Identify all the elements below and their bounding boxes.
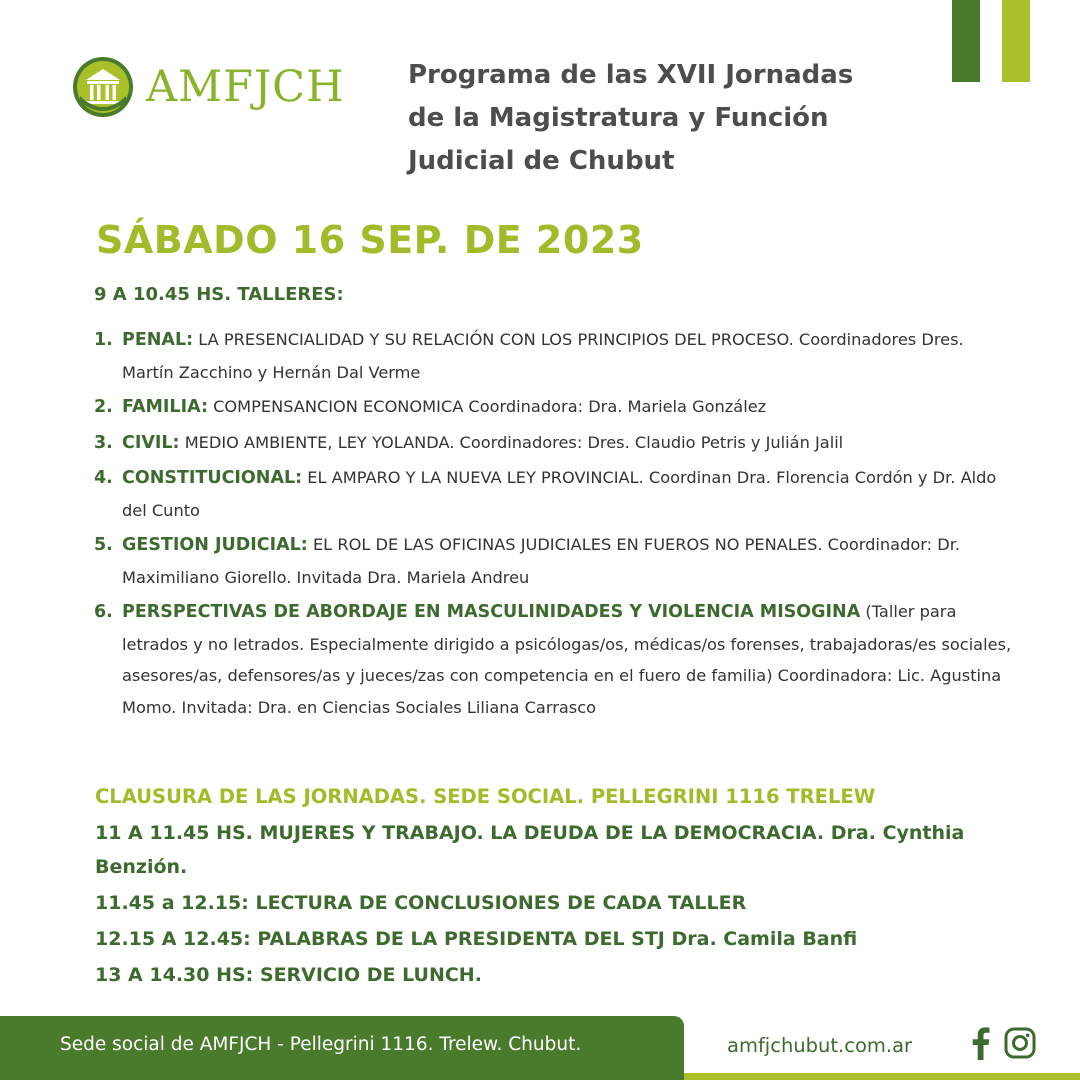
footer-accent-line bbox=[684, 1073, 1080, 1080]
heading-line: Judicial de Chubut bbox=[408, 146, 675, 176]
workshop-label: GESTION JUDICIAL: bbox=[122, 535, 308, 555]
website-link[interactable]: amfjchubut.com.ar bbox=[727, 1034, 913, 1057]
logo-text: AMFJCH bbox=[146, 62, 345, 112]
heading-line: Programa de las XVII Jornadas bbox=[408, 60, 854, 90]
closing-section bbox=[95, 782, 1035, 994]
workshop-label: PENAL: bbox=[122, 330, 194, 350]
workshop-description: COMPENSANCION ECONOMICA Coordinadora: Dra. Mariela González bbox=[207, 397, 767, 416]
instagram-icon[interactable] bbox=[1004, 1027, 1036, 1059]
workshop-description: EL ROL DE LAS OFICINAS JUDICIALES EN FUEROS NO PENALES. Coordinador: Dr. Maximiliano Giorello. Invitada Dra. Mariela Andreu bbox=[122, 535, 961, 587]
workshop-description: EL AMPARO Y LA NUEVA LEY PROVINCIAL. Coordinan Dra. Florencia Cordón y Dr. Aldo del Cunto bbox=[122, 468, 997, 520]
workshop-item bbox=[94, 529, 1014, 593]
corner-bar-light bbox=[1002, 0, 1030, 82]
workshop-item bbox=[94, 596, 1014, 723]
facebook-icon[interactable] bbox=[968, 1026, 992, 1060]
workshop-description: LA PRESENCIALIDAD Y SU RELACIÓN CON LOS PRINCIPIOS DEL PROCESO. Coordinadores Dres. Martín Zacchino y Hernán Dal Verme bbox=[122, 330, 964, 382]
workshop-number: 6. bbox=[94, 602, 113, 622]
footer-address: Sede social de AMFJCH - Pellegrini 1116. Trelew. Chubut. bbox=[60, 1034, 582, 1055]
workshop-number: 1. bbox=[94, 330, 113, 350]
workshop-label: FAMILIA: bbox=[122, 397, 208, 417]
workshops-list bbox=[94, 324, 1014, 726]
workshop-number: 5. bbox=[94, 535, 113, 555]
workshop-description: (Taller para letrados y no letrados. Especialmente dirigido a psicólogas/os, médicas/os forenses, trabajadoras/es sociales, asesores/as, defensores/as y jueces/zas con competencia en el fuero de familia) Coordinadora: Lic. Agustina Momo. Invitada: Dra. en Ciencias Sociales Liliana Carrasco bbox=[122, 602, 1012, 717]
program-heading bbox=[408, 54, 928, 183]
closing-item: 13 A 14.30 HS: SERVICIO DE LUNCH. bbox=[95, 964, 482, 986]
closing-title: CLAUSURA DE LAS JORNADAS. SEDE SOCIAL. PELLEGRINI 1116 TRELEW bbox=[95, 785, 876, 808]
workshop-label: PERSPECTIVAS DE ABORDAJE EN MASCULINIDADES Y VIOLENCIA MISOGINA bbox=[122, 602, 861, 622]
workshop-item bbox=[94, 427, 1014, 460]
closing-item: 11.45 a 12.15: LECTURA DE CONCLUSIONES DE CADA TALLER bbox=[95, 892, 747, 914]
workshop-item bbox=[94, 391, 1014, 424]
workshop-item bbox=[94, 462, 1014, 526]
heading-line: de la Magistratura y Función bbox=[408, 103, 829, 133]
workshop-number: 4. bbox=[94, 468, 113, 488]
workshop-label: CIVIL: bbox=[122, 432, 180, 453]
closing-item: 12.15 A 12.45: PALABRAS DE LA PRESIDENTA DEL STJ Dra. Camila Banfi bbox=[95, 928, 858, 950]
closing-item: 11 A 11.45 HS. MUJERES Y TRABAJO. LA DEUDA DE LA DEMOCRACIA. Dra. Cynthia Benzión. bbox=[95, 822, 965, 878]
amfjch-logo bbox=[72, 56, 345, 118]
corner-bar-dark bbox=[952, 0, 980, 82]
workshop-description: MEDIO AMBIENTE, LEY YOLANDA. Coordinadores: Dres. Claudio Petris y Julián Jalil bbox=[179, 432, 844, 452]
day-title: SÁBADO 16 SEP. DE 2023 bbox=[96, 218, 644, 262]
workshops-time-slot: 9 A 10.45 HS. TALLERES: bbox=[94, 284, 344, 305]
workshop-item bbox=[94, 324, 1014, 388]
courthouse-emblem-icon bbox=[72, 56, 134, 118]
workshop-number: 2. bbox=[94, 397, 113, 417]
workshop-number: 3. bbox=[94, 432, 113, 453]
workshop-label: CONSTITUCIONAL: bbox=[122, 468, 303, 488]
